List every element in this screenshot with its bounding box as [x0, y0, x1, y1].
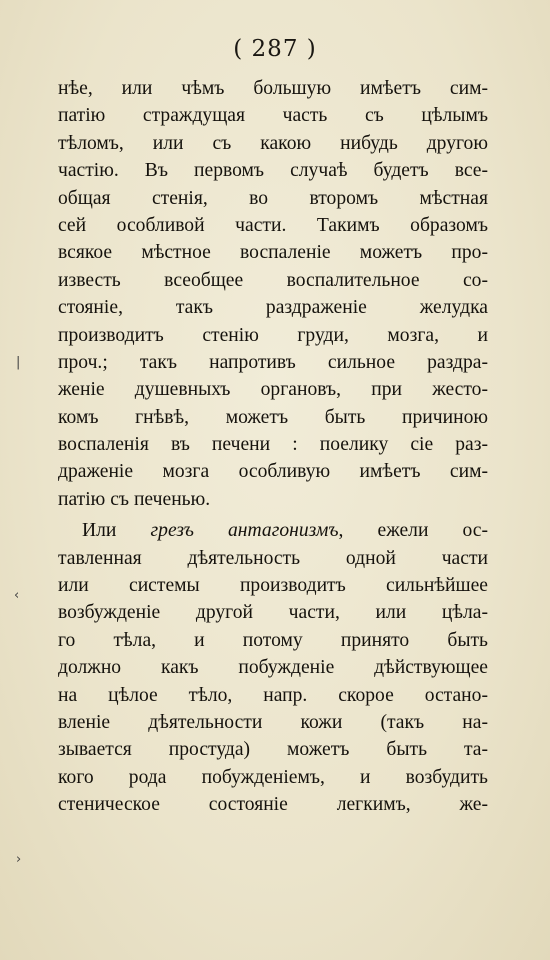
- text-line: патію страждущая часть съ цѣлымъ: [58, 105, 488, 127]
- text-line: воспаленія въ печени : поелику сіе раз-: [58, 434, 488, 456]
- text-line: на цѣлое тѣло, напр. скорое остано-: [58, 684, 488, 706]
- text-line: зывается простуда) можетъ быть та-: [58, 739, 488, 761]
- text-line: женіе душевныхъ органовъ, при жесто-: [58, 379, 488, 401]
- text-line: кого рода побужденіемъ, и возбудить: [58, 766, 488, 788]
- text-line: или системы производитъ сильнѣйшее: [58, 575, 488, 597]
- paragraph-1: [58, 75, 488, 513]
- text-line: всякое мѣстное воспаленіе можетъ про-: [58, 242, 488, 264]
- text-line: драженіе мозга особливую имѣетъ сим-: [58, 461, 488, 483]
- text-line: комъ гнѣвѣ, можетъ быть причиною: [58, 406, 488, 428]
- text-line: тавленная дѣятельность одной части: [58, 547, 488, 569]
- text-line: патію съ печенью.: [58, 488, 211, 510]
- paragraph-2: [58, 517, 488, 818]
- text-line: проч.; такъ напротивъ сильное раздра-: [58, 351, 488, 373]
- text-line: общая стенія, во второмъ мѣстная: [58, 187, 488, 209]
- text-line: возбужденіе другой части, или цѣла-: [58, 602, 488, 624]
- italic-term: грезъ антагонизмъ: [150, 520, 339, 542]
- page-number: ( 287 ): [233, 36, 317, 62]
- margin-mark: |: [16, 355, 21, 370]
- text-line: го тѣла, и потому принято быть: [58, 629, 488, 651]
- margin-mark: ‹: [14, 588, 20, 603]
- text-lead: Или: [82, 520, 151, 542]
- text-line: производитъ стенію груди, мозга, и: [58, 324, 488, 346]
- text-line: сей особливой части. Такимъ образомъ: [58, 214, 488, 236]
- text-line-first: [58, 517, 488, 544]
- text-line: стеническое состояніе легкимъ, же-: [58, 794, 488, 816]
- text-line: известь всеобщее воспалительное со-: [58, 269, 488, 291]
- text-line: тѣломъ, или съ какою нибудь другою: [58, 132, 488, 154]
- text-tail: , ежели ос-: [338, 520, 489, 542]
- body-text: [58, 75, 488, 819]
- text-line: нѣе, или чѣмъ большую имѣетъ сим-: [58, 78, 488, 99]
- text-line: вленіе дѣятельности кожи (такъ на-: [58, 711, 488, 733]
- text-line: стояніе, такъ раздраженіе желудка: [58, 297, 488, 319]
- text-line: должно какъ побужденіе дѣйствующее: [58, 657, 488, 679]
- text-line: частію. Въ первомъ случаѣ будетъ все-: [58, 160, 488, 182]
- margin-mark: ›: [16, 852, 22, 867]
